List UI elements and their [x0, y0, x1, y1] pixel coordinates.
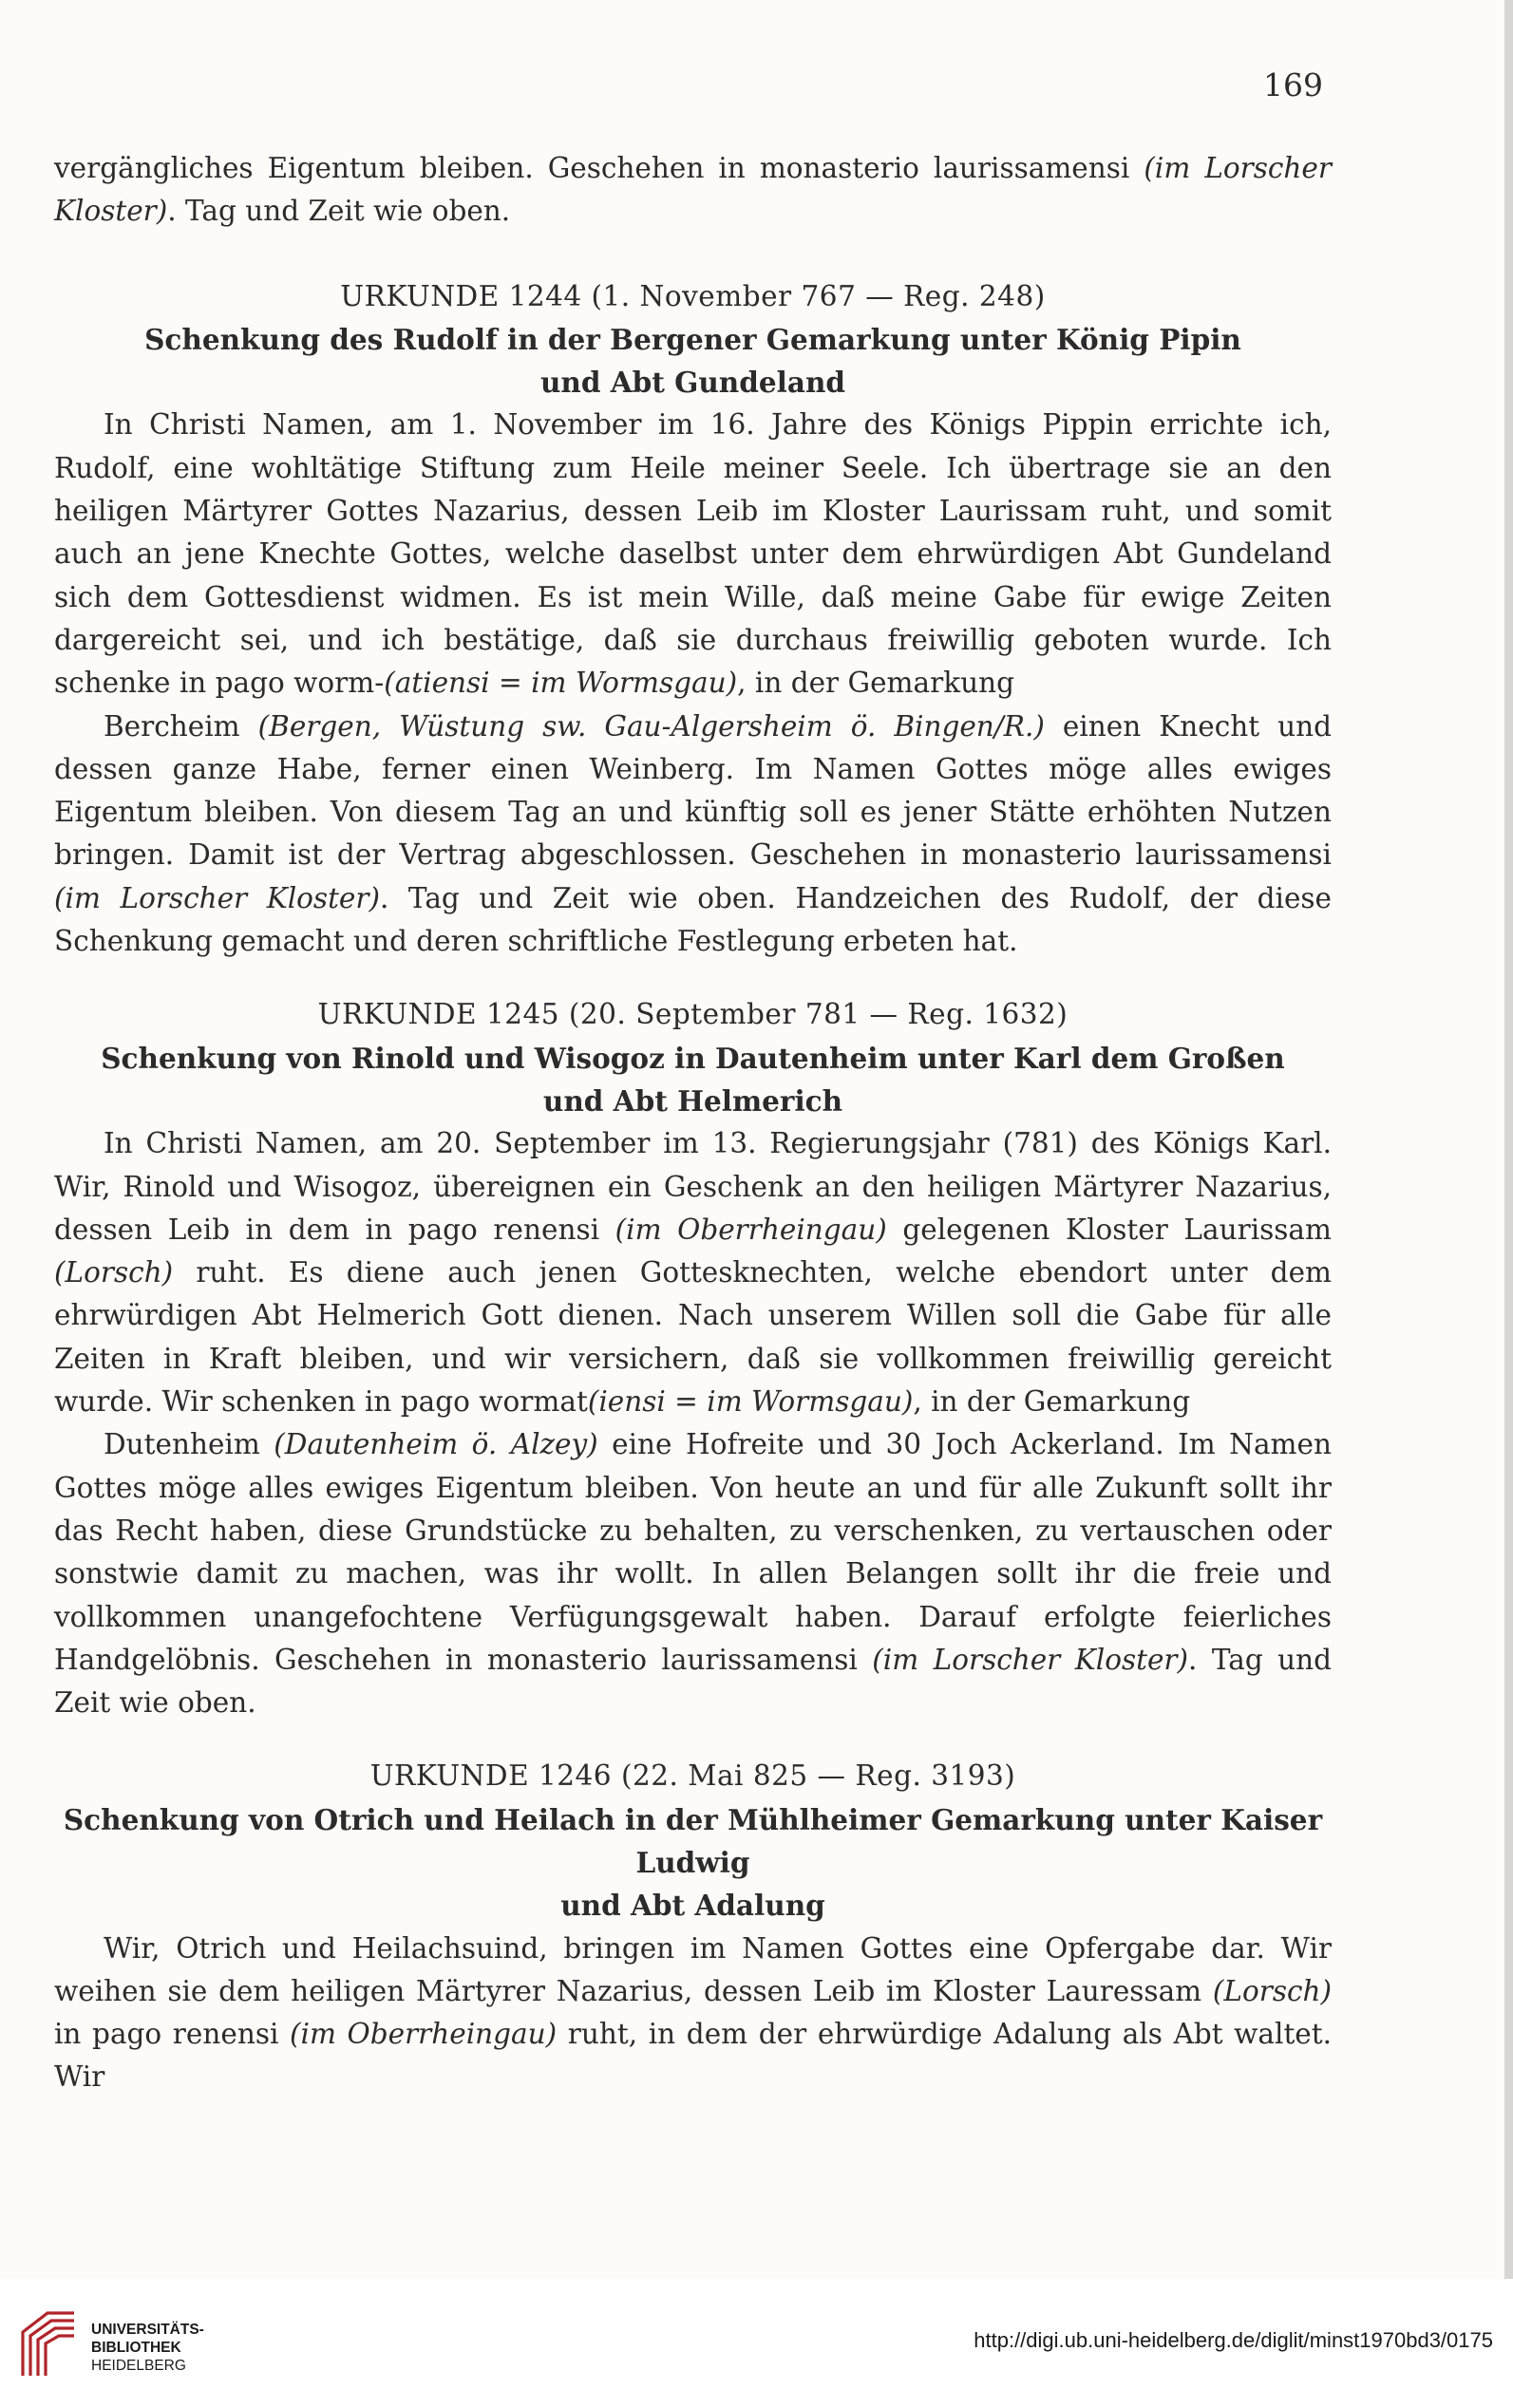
page-number: 169 [1263, 66, 1323, 103]
urkunde-1244-paragraph-2 [54, 705, 1332, 964]
library-name-line-3: HEIDELBERG [91, 2358, 186, 2374]
urkunde-1244-heading: URKUNDE 1244 (1. November 767 — Reg. 248) [340, 279, 1046, 312]
text-run: ruht, in dem der ehrwürdige Adalung als Abt waltet. Wir [54, 2018, 1332, 2094]
text-run: in pago renensi [54, 2018, 291, 2051]
section-spacer [54, 963, 1332, 993]
italic-gloss: (Lorsch) [54, 1256, 174, 1289]
urkunde-1244-subheading-line-1: Schenkung des Rudolf in der Bergener Gemarkung unter König Pipin [144, 322, 1241, 356]
italic-gloss: (im Lorscher Kloster) [54, 152, 1332, 228]
library-name-line-1: UNIVERSITÄTS- [91, 2322, 204, 2338]
urkunde-1246-subheading-line-1: Schenkung von Otrich und Heilach in der Mühlheimer Gemarkung unter Kaiser Ludwig [63, 1802, 1323, 1879]
permalink-url[interactable]: http://digi.ub.uni-heidelberg.de/diglit/minst1970bd3/0175 [974, 2328, 1493, 2352]
urkunde-1246-heading: URKUNDE 1246 (22. Mai 825 — Reg. 3193) [369, 1759, 1016, 1793]
text-run: In Christi Namen, am 20. September im 13. Regierungsjahr (781) des Königs Karl. Wir, Rinold und Wisogoz, übereignen ein Geschenk an den heiligen Märtyrer Nazarius, dessen Leib in dem in pago renensi [54, 1127, 1332, 1246]
urkunde-1245-paragraph-2 [54, 1423, 1332, 1724]
footer-bar [0, 2279, 1513, 2408]
library-name [91, 2321, 204, 2375]
text-run: vergängliches Eigentum bleiben. Geschehen in monasterio laurissamensi [54, 152, 1144, 184]
italic-gloss: (atiensi = im Wormsgau) [384, 667, 738, 700]
section-spacer [54, 1724, 1332, 1755]
italic-gloss: (Dautenheim ö. Alzey) [274, 1428, 598, 1461]
text-run: , in der Gemarkung [913, 1385, 1191, 1419]
text-run: . Tag und Zeit wie oben. Handzeichen des Rudolf, der diese Schenkung gemacht und deren schriftliche Festlegung erbeten hat. [54, 881, 1332, 958]
urkunde-1245-subheading-line-2: und Abt Helmerich [542, 1083, 843, 1118]
intro-paragraph [54, 147, 1332, 234]
italic-gloss: (im Lorscher Kloster) [872, 1643, 1189, 1676]
urkunde-1245-subheading-line-1: Schenkung von Rinold und Wisogoz in Dautenheim unter Karl dem Großen [101, 1041, 1285, 1075]
urkunde-1244-subheading-line-2: und Abt Gundeland [539, 366, 846, 400]
text-run: In Christi Namen, am 1. November im 16. Jahre des Königs Pippin errichte ich, Rudolf, eine wohltätige Stiftung zum Heile meiner Seele. Ich übertrage sie an den heiligen Märtyrer Gottes Nazarius, dessen Leib im Kloster Laurissam ruht, und somit auch an jene Knechte Gottes, welche daselbst unter dem ehrwürdigen Abt Gundeland sich dem Gottesdienst widmen. Es ist mein Wille, daß meine Gabe für ewige Zeiten dargereicht sei, und ich bestätige, daß sie durchaus freiwillig geboten wurde. Ich schenke in pago worm- [54, 408, 1332, 700]
page-edge-shadow [1504, 0, 1513, 2279]
text-run: . Tag und Zeit wie oben. [54, 1643, 1333, 1720]
text-run: Wir, Otrich und Heilachsuind, bringen im Namen Gottes eine Opfergabe dar. Wir weihen sie dem heiligen Märtyrer Nazarius, dessen Leib im Kloster Lauressam [54, 1931, 1332, 2007]
urkunde-1246-paragraph-1 [54, 1928, 1332, 2099]
italic-gloss: (Bergen, Wüstung sw. Gau-Algersheim ö. Bingen/R.) [257, 709, 1045, 743]
italic-gloss: (im Oberrheingau) [615, 1213, 887, 1246]
section-spacer [54, 234, 1332, 275]
italic-gloss: (iensi = im Wormsgau) [587, 1385, 914, 1419]
italic-gloss: (im Oberrheingau) [290, 2018, 558, 2051]
text-run: eine Hofreite und 30 Joch Ackerland. Im Namen Gottes möge alles ewiges Eigentum bleiben. Von heute an und für alle Zukunft sollt ihr das Recht haben, diese Grundstücke zu behalten, zu verschenken, zu vertauschen oder sonstwie damit zu machen, was ihr wollt. In allen Belangen sollt ihr die freie und vollkommen unangefochtene Verfügungsgewalt haben. Darauf erfolgte feierliches Handgelöbnis. Geschehen in monasterio laurissamensi [54, 1428, 1332, 1676]
urkunde-1245-heading: URKUNDE 1245 (20. September 781 — Reg. 1632) [317, 998, 1069, 1031]
text-run: gelegenen Kloster Laurissam [886, 1213, 1332, 1246]
document-body [54, 147, 1332, 2099]
text-run: . Tag und Zeit wie oben. [167, 195, 511, 228]
italic-gloss: (Lorsch) [1212, 1974, 1332, 2007]
text-run: , in der Gemarkung [737, 667, 1014, 700]
urkunde-1246-subheading-line-2: und Abt Adalung [560, 1889, 825, 1923]
text-run: einen Knecht und dessen ganze Habe, ferner einen Weinberg. Im Namen Gottes möge alles ewiges Eigentum bleiben. Von diesem Tag an und künftig soll es jener Stätte erhöhten Nutzen bringen. Damit ist der Vertrag abgeschlossen. Geschehen in monasterio laurissamensi [54, 709, 1332, 872]
urkunde-1244-paragraph-1 [54, 404, 1332, 705]
text-run: Dutenheim [104, 1428, 274, 1461]
library-name-line-2: BIBLIOTHEK [91, 2340, 181, 2356]
italic-gloss: (im Lorscher Kloster) [54, 881, 380, 914]
text-run: Bercheim [104, 709, 258, 743]
library-logo-icon [19, 2309, 78, 2380]
text-run: ruht. Es diene auch jenen Gottesknechten, welche ebendort unter dem ehrwürdigen Abt Helmerich Gott dienen. Nach unserem Willen soll die Gabe für alle Zeiten in Kraft bleiben, und wir versichern, daß sie vollkommen freiwillig gereicht wurde. Wir schenken in pago wormat [54, 1256, 1332, 1419]
urkunde-1245-paragraph-1 [54, 1122, 1332, 1423]
